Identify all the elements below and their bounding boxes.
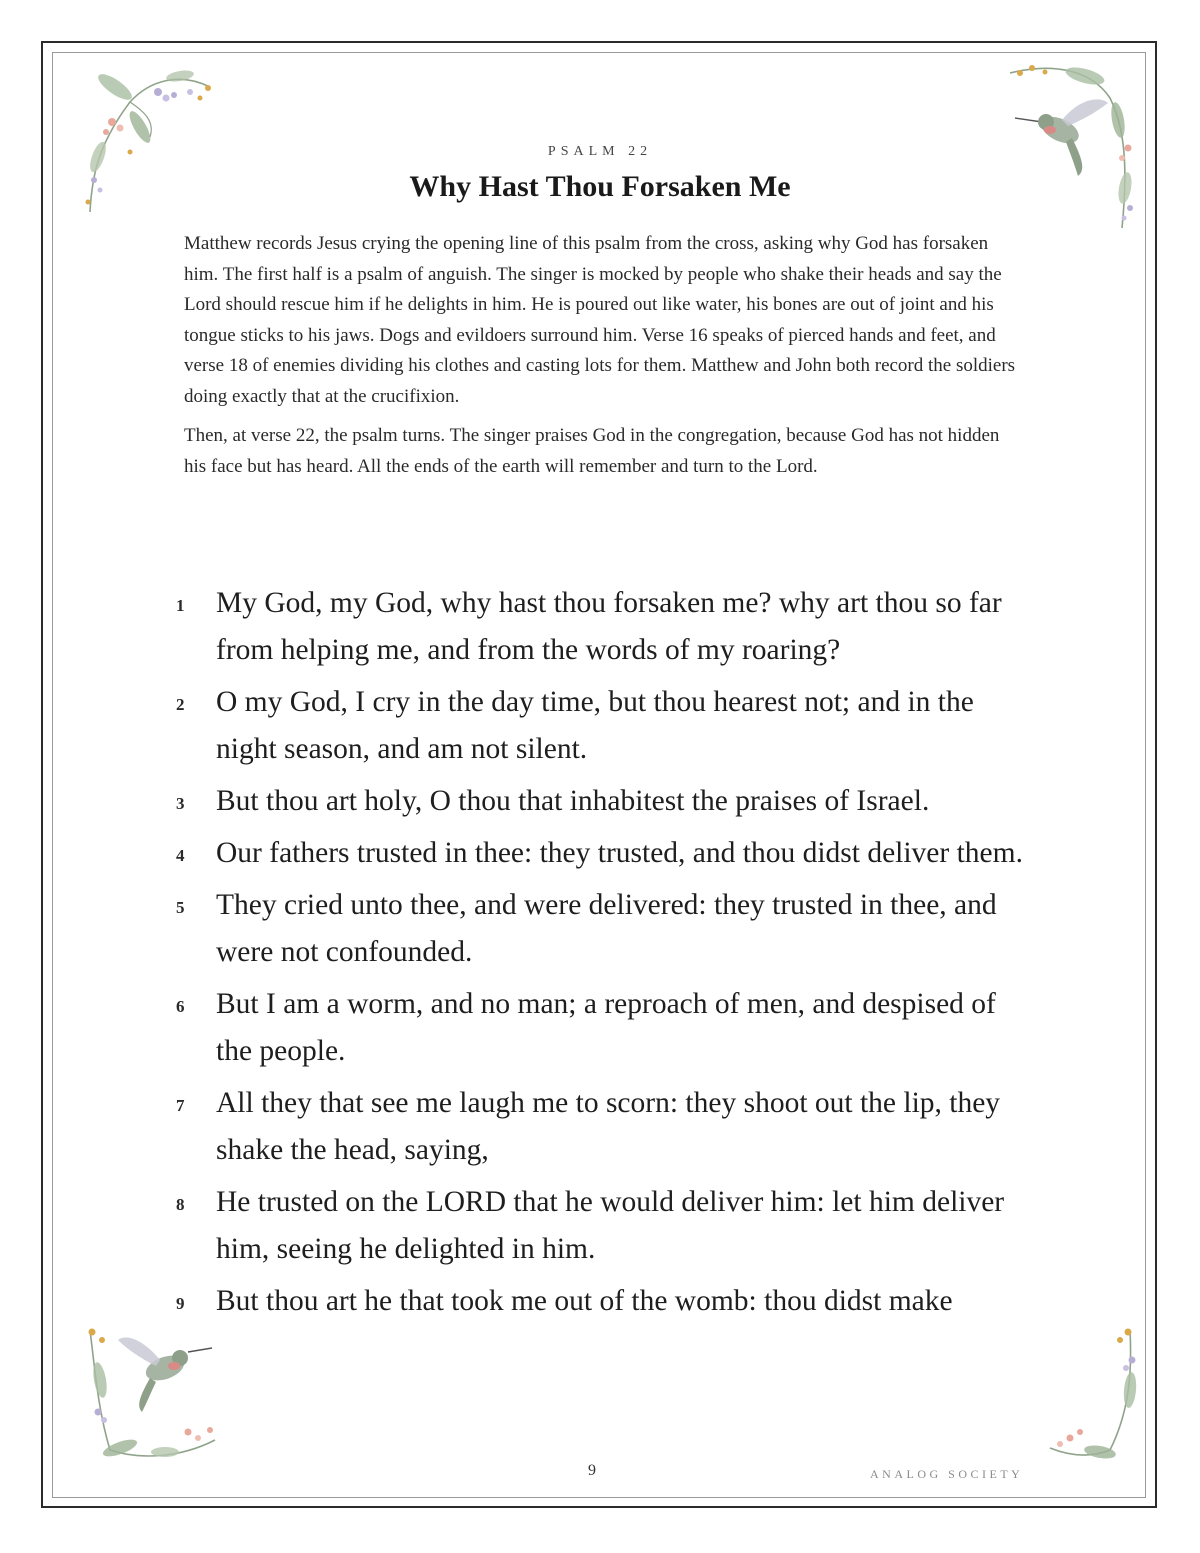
intro-paragraph: Matthew records Jesus crying the opening line of this psalm from the cross, asking why God has forsaken him. The first half is a psalm of anguish. The singer is mocked by people who shake their heads and say the Lord should rescue him if he delights in him. He is poured out like water, his bones are out of joint and his tongue sticks to his jaws. Dogs and evildoers surround him. Verse 16 speaks of pierced hands and feet, and verse 18 of enemies dividing his clothes and casting lots for them. Matthew and John both record the soldiers doing exactly that at the crucifixion. <box>184 233 1016 407</box>
verse-item <box>170 778 1040 825</box>
verse-item <box>170 1080 1040 1174</box>
hummingbird-floral-icon <box>70 1320 240 1470</box>
verse-text: But I am a worm, and no man; a reproach of men, and despised of the people. <box>216 988 996 1067</box>
page-number: 9 <box>588 1462 596 1479</box>
verse-text: But thou art holy, O thou that inhabitest the praises of Israel. <box>216 785 930 817</box>
floral-corner-icon <box>1030 1320 1150 1465</box>
verse-text: They cried unto thee, and were delivered: they trusted in thee, and were not confounded. <box>216 889 997 968</box>
verse-text: My God, my God, why hast thou forsaken me? why art thou so far from helping me, and from the words of my roaring? <box>216 587 1002 666</box>
brand-name: ANALOG SOCIETY <box>870 1467 1024 1481</box>
verse-number: 6 <box>176 997 185 1016</box>
verse-number: 5 <box>176 898 185 917</box>
verse-number: 7 <box>176 1096 185 1115</box>
intro-paragraph: Then, at verse 22, the psalm turns. The singer praises God in the congregation, because God has not hidden his face but has heard. All the ends of the earth will remember and turn to the Lord. <box>184 425 1000 477</box>
verse-number: 9 <box>176 1294 185 1313</box>
verse-number: 3 <box>176 794 185 813</box>
verse-item <box>170 580 1040 674</box>
intro-text <box>184 229 1024 491</box>
verse-text: All they that see me laugh me to scorn: they shoot out the lip, they shake the head, saying, <box>216 1087 1001 1166</box>
section-eyebrow: PSALM 22 <box>547 144 653 159</box>
verse-item <box>170 679 1040 773</box>
verse-text: He trusted on the LORD that he would deliver him: let him deliver him, seeing he delighted in him. <box>216 1186 1005 1265</box>
verse-item <box>170 882 1040 976</box>
verse-text: Our fathers trusted in thee: they trusted, and thou didst deliver them. <box>216 837 1023 869</box>
verse-number: 4 <box>176 846 185 865</box>
verse-number: 2 <box>176 695 185 714</box>
verse-item <box>170 1278 1040 1325</box>
verse-item <box>170 1179 1040 1273</box>
verse-number: 1 <box>176 596 185 615</box>
verse-number: 8 <box>176 1195 185 1214</box>
verse-item <box>170 981 1040 1075</box>
verse-text: But thou art he that took me out of the womb: thou didst make <box>216 1285 953 1317</box>
page-title: Why Hast Thou Forsaken Me <box>409 170 791 203</box>
verse-item <box>170 830 1040 877</box>
verse-text: O my God, I cry in the day time, but thou hearest not; and in the night season, and am not silent. <box>216 686 974 765</box>
verse-list <box>170 580 1040 1330</box>
